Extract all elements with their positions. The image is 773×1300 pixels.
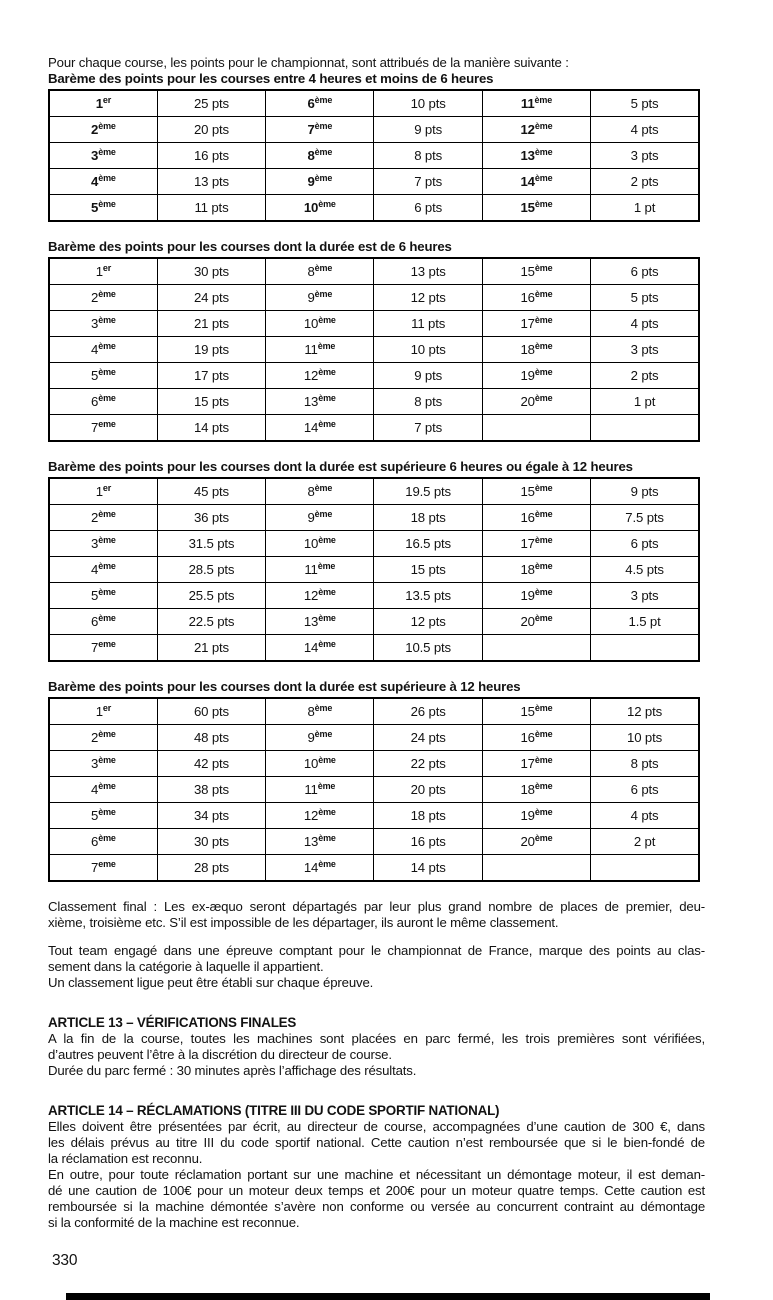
text-line: En outre, pour toute réclamation portant sur une machine et nécessitant un démontage moteur, il est deman- bbox=[48, 1167, 705, 1182]
points-table-6-to-12-hours bbox=[48, 477, 700, 662]
points-cell: 2 pts bbox=[591, 169, 699, 195]
page-content bbox=[48, 55, 705, 1231]
rank-cell: 6ème bbox=[49, 609, 157, 635]
table-row bbox=[49, 777, 699, 803]
rank-cell: 20ème bbox=[482, 829, 590, 855]
rank-cell: 15ème bbox=[482, 478, 590, 505]
points-cell: 9 pts bbox=[374, 117, 482, 143]
rank-cell: 1er bbox=[49, 258, 157, 285]
rank-cell: 10ème bbox=[266, 195, 374, 222]
text-line: sement dans la catégorie à laquelle il appartient. bbox=[48, 959, 324, 974]
points-cell: 2 pt bbox=[591, 829, 699, 855]
empty-cell bbox=[482, 635, 590, 662]
rank-cell: 3ème bbox=[49, 751, 157, 777]
points-cell: 36 pts bbox=[157, 505, 265, 531]
points-cell: 28 pts bbox=[157, 855, 265, 882]
points-section-4 bbox=[48, 679, 705, 882]
points-cell: 6 pts bbox=[591, 531, 699, 557]
text-line: dé une caution de 100€ pour un moteur deux temps et 200€ pour un moteur quatre temps. Cette caution est bbox=[48, 1183, 705, 1198]
text-line: la réclamation est reconnu. bbox=[48, 1151, 203, 1166]
points-cell: 19.5 pts bbox=[374, 478, 482, 505]
points-table-over-12-hours bbox=[48, 697, 700, 882]
points-cell: 1 pt bbox=[591, 195, 699, 222]
points-cell: 6 pts bbox=[591, 777, 699, 803]
points-cell: 21 pts bbox=[157, 311, 265, 337]
points-cell: 20 pts bbox=[374, 777, 482, 803]
points-cell: 10.5 pts bbox=[374, 635, 482, 662]
rank-cell: 3ème bbox=[49, 531, 157, 557]
rank-cell: 9ème bbox=[266, 505, 374, 531]
table-title: Barème des points pour les courses entre 4 heures et moins de 6 heures bbox=[48, 71, 494, 86]
rank-cell: 7eme bbox=[49, 635, 157, 662]
points-cell: 8 pts bbox=[374, 143, 482, 169]
points-cell: 6 pts bbox=[374, 195, 482, 222]
points-cell: 25.5 pts bbox=[157, 583, 265, 609]
page-number: 330 bbox=[52, 1252, 78, 1269]
table-row bbox=[49, 285, 699, 311]
rank-cell: 2ème bbox=[49, 505, 157, 531]
points-cell: 16 pts bbox=[157, 143, 265, 169]
rank-cell: 15ème bbox=[482, 195, 590, 222]
points-cell: 45 pts bbox=[157, 478, 265, 505]
text-line: Tout team engagé dans une épreuve comptant pour le championnat de France, marque des points au clas- bbox=[48, 943, 705, 958]
rank-cell: 9ème bbox=[266, 169, 374, 195]
points-cell: 12 pts bbox=[591, 698, 699, 725]
points-cell: 9 pts bbox=[374, 363, 482, 389]
rank-cell: 12ème bbox=[266, 803, 374, 829]
table-row bbox=[49, 557, 699, 583]
points-cell: 13 pts bbox=[157, 169, 265, 195]
rank-cell: 17ème bbox=[482, 531, 590, 557]
rank-cell: 14ème bbox=[266, 855, 374, 882]
text-line: Classement final : Les ex-æquo seront départagés par leur plus grand nombre de places de premier, deu- bbox=[48, 899, 705, 914]
points-cell: 10 pts bbox=[374, 90, 482, 117]
points-cell: 22.5 pts bbox=[157, 609, 265, 635]
empty-cell bbox=[591, 415, 699, 442]
rank-cell: 2ème bbox=[49, 117, 157, 143]
rank-cell: 5ème bbox=[49, 803, 157, 829]
rank-cell: 9ème bbox=[266, 285, 374, 311]
table-title: Barème des points pour les courses dont la durée est supérieure 6 heures ou égale à 12 heures bbox=[48, 459, 633, 474]
rank-cell: 5ème bbox=[49, 363, 157, 389]
empty-cell bbox=[591, 855, 699, 882]
rank-cell: 17ème bbox=[482, 751, 590, 777]
rank-cell: 16ème bbox=[482, 505, 590, 531]
table-row bbox=[49, 90, 699, 117]
rank-cell: 14ème bbox=[266, 635, 374, 662]
rank-cell: 11ème bbox=[266, 337, 374, 363]
text-line: si la conformité de la machine est reconnue. bbox=[48, 1215, 300, 1230]
points-cell: 19 pts bbox=[157, 337, 265, 363]
table-title: Barème des points pour les courses dont la durée est de 6 heures bbox=[48, 239, 452, 254]
intro-text: Pour chaque course, les points pour le championnat, sont attribués de la manière suivante : bbox=[48, 55, 569, 70]
table-row bbox=[49, 635, 699, 662]
points-cell: 6 pts bbox=[591, 258, 699, 285]
points-cell: 16.5 pts bbox=[374, 531, 482, 557]
points-cell: 9 pts bbox=[591, 478, 699, 505]
points-cell: 15 pts bbox=[157, 389, 265, 415]
points-cell: 4.5 pts bbox=[591, 557, 699, 583]
points-cell: 7.5 pts bbox=[591, 505, 699, 531]
rank-cell: 8ème bbox=[266, 478, 374, 505]
rank-cell: 18ème bbox=[482, 557, 590, 583]
table-row bbox=[49, 531, 699, 557]
rank-cell: 2ème bbox=[49, 725, 157, 751]
points-cell: 17 pts bbox=[157, 363, 265, 389]
points-cell: 10 pts bbox=[591, 725, 699, 751]
points-cell: 4 pts bbox=[591, 117, 699, 143]
points-cell: 25 pts bbox=[157, 90, 265, 117]
points-cell: 30 pts bbox=[157, 258, 265, 285]
points-cell: 26 pts bbox=[374, 698, 482, 725]
rank-cell: 18ème bbox=[482, 777, 590, 803]
empty-cell bbox=[591, 635, 699, 662]
rank-cell: 20ème bbox=[482, 389, 590, 415]
text-line: A la fin de la course, toutes les machines sont placées en parc fermé, les trois premières sont vérifiées, bbox=[48, 1031, 705, 1046]
rank-cell: 15ème bbox=[482, 698, 590, 725]
points-cell: 48 pts bbox=[157, 725, 265, 751]
points-cell: 4 pts bbox=[591, 311, 699, 337]
points-cell: 12 pts bbox=[374, 285, 482, 311]
points-cell: 60 pts bbox=[157, 698, 265, 725]
rank-cell: 3ème bbox=[49, 311, 157, 337]
table-row bbox=[49, 478, 699, 505]
table-row bbox=[49, 389, 699, 415]
points-cell: 31.5 pts bbox=[157, 531, 265, 557]
table-row bbox=[49, 725, 699, 751]
points-cell: 5 pts bbox=[591, 90, 699, 117]
points-cell: 13.5 pts bbox=[374, 583, 482, 609]
points-cell: 24 pts bbox=[157, 285, 265, 311]
points-section-1 bbox=[48, 71, 705, 222]
rank-cell: 6ème bbox=[49, 829, 157, 855]
rank-cell: 11ème bbox=[266, 557, 374, 583]
empty-cell bbox=[482, 415, 590, 442]
points-cell: 3 pts bbox=[591, 143, 699, 169]
text-line: Durée du parc fermé : 30 minutes après l’affichage des résultats. bbox=[48, 1063, 417, 1078]
rank-cell: 8ème bbox=[266, 698, 374, 725]
table-row bbox=[49, 363, 699, 389]
rank-cell: 14ème bbox=[266, 415, 374, 442]
points-cell: 18 pts bbox=[374, 803, 482, 829]
rank-cell: 4ème bbox=[49, 337, 157, 363]
points-cell: 12 pts bbox=[374, 609, 482, 635]
points-cell: 2 pts bbox=[591, 363, 699, 389]
table-row bbox=[49, 311, 699, 337]
rank-cell: 13ème bbox=[482, 143, 590, 169]
points-cell: 5 pts bbox=[591, 285, 699, 311]
points-section-3 bbox=[48, 459, 705, 662]
rank-cell: 2ème bbox=[49, 285, 157, 311]
rank-cell: 10ème bbox=[266, 751, 374, 777]
text-line: les délais prévus au titre III du code sportif national. Cette caution n’est remboursée que si le bien-fondé de bbox=[48, 1135, 705, 1150]
article-13-title: ARTICLE 13 – VÉRIFICATIONS FINALES bbox=[48, 1015, 297, 1030]
rank-cell: 4ème bbox=[49, 777, 157, 803]
rank-cell: 8ème bbox=[266, 258, 374, 285]
table-row bbox=[49, 803, 699, 829]
article-14-title: ARTICLE 14 – RÉCLAMATIONS (TITRE III DU CODE SPORTIF NATIONAL) bbox=[48, 1103, 500, 1118]
table-row bbox=[49, 195, 699, 222]
table-row bbox=[49, 583, 699, 609]
text-line: xième, troisième etc. S’il est impossible de les départager, ils auront le même classement. bbox=[48, 915, 559, 930]
rank-cell: 19ème bbox=[482, 363, 590, 389]
paragraph-team bbox=[48, 943, 705, 991]
points-cell: 14 pts bbox=[374, 855, 482, 882]
points-section-2 bbox=[48, 239, 705, 442]
rank-cell: 8ème bbox=[266, 143, 374, 169]
points-cell: 21 pts bbox=[157, 635, 265, 662]
points-cell: 18 pts bbox=[374, 505, 482, 531]
rank-cell: 16ème bbox=[482, 725, 590, 751]
points-cell: 8 pts bbox=[591, 751, 699, 777]
rank-cell: 12ème bbox=[266, 363, 374, 389]
points-table-6-hours bbox=[48, 257, 700, 442]
rank-cell: 13ème bbox=[266, 829, 374, 855]
rank-cell: 16ème bbox=[482, 285, 590, 311]
rank-cell: 5ème bbox=[49, 583, 157, 609]
rank-cell: 19ème bbox=[482, 583, 590, 609]
rank-cell: 11ème bbox=[482, 90, 590, 117]
table-row bbox=[49, 169, 699, 195]
table-row bbox=[49, 855, 699, 882]
rank-cell: 13ème bbox=[266, 389, 374, 415]
rank-cell: 10ème bbox=[266, 311, 374, 337]
bottom-black-bar bbox=[66, 1293, 710, 1300]
text-line: d’autres peuvent l’être à la discrétion du directeur de course. bbox=[48, 1047, 392, 1062]
table-row bbox=[49, 505, 699, 531]
points-cell: 34 pts bbox=[157, 803, 265, 829]
rank-cell: 14ème bbox=[482, 169, 590, 195]
rank-cell: 6ème bbox=[49, 389, 157, 415]
points-cell: 3 pts bbox=[591, 337, 699, 363]
points-cell: 4 pts bbox=[591, 803, 699, 829]
points-cell: 1.5 pt bbox=[591, 609, 699, 635]
article-14-body bbox=[48, 1119, 705, 1231]
text-line: Un classement ligue peut être établi sur chaque épreuve. bbox=[48, 975, 374, 990]
points-cell: 14 pts bbox=[157, 415, 265, 442]
points-cell: 11 pts bbox=[157, 195, 265, 222]
rank-cell: 4ème bbox=[49, 169, 157, 195]
rank-cell: 5ème bbox=[49, 195, 157, 222]
rank-cell: 7eme bbox=[49, 415, 157, 442]
rank-cell: 1er bbox=[49, 698, 157, 725]
points-cell: 11 pts bbox=[374, 311, 482, 337]
rank-cell: 11ème bbox=[266, 777, 374, 803]
points-cell: 38 pts bbox=[157, 777, 265, 803]
points-cell: 28.5 pts bbox=[157, 557, 265, 583]
rank-cell: 17ème bbox=[482, 311, 590, 337]
points-cell: 7 pts bbox=[374, 169, 482, 195]
rank-cell: 7eme bbox=[49, 855, 157, 882]
rank-cell: 20ème bbox=[482, 609, 590, 635]
article-13-body bbox=[48, 1031, 705, 1079]
text-line: Elles doivent être présentées par écrit, au directeur de course, accompagnées d’une caution de 300 €, dans bbox=[48, 1119, 705, 1134]
points-cell: 16 pts bbox=[374, 829, 482, 855]
rank-cell: 4ème bbox=[49, 557, 157, 583]
rank-cell: 1er bbox=[49, 90, 157, 117]
table-row bbox=[49, 143, 699, 169]
rank-cell: 18ème bbox=[482, 337, 590, 363]
article-14 bbox=[48, 1103, 705, 1231]
points-cell: 3 pts bbox=[591, 583, 699, 609]
rank-cell: 12ème bbox=[266, 583, 374, 609]
rank-cell: 9ème bbox=[266, 725, 374, 751]
points-cell: 1 pt bbox=[591, 389, 699, 415]
rank-cell: 15ème bbox=[482, 258, 590, 285]
paragraph-classement-final bbox=[48, 899, 705, 931]
points-table-4-to-6-hours bbox=[48, 89, 700, 222]
points-cell: 20 pts bbox=[157, 117, 265, 143]
table-row bbox=[49, 609, 699, 635]
rank-cell: 10ème bbox=[266, 531, 374, 557]
points-cell: 22 pts bbox=[374, 751, 482, 777]
points-cell: 15 pts bbox=[374, 557, 482, 583]
table-row bbox=[49, 698, 699, 725]
rank-cell: 6ème bbox=[266, 90, 374, 117]
text-line: remboursée si la machine démontée s’avère non conforme ou versée au concurrent contraint au démontage bbox=[48, 1199, 705, 1214]
rank-cell: 3ème bbox=[49, 143, 157, 169]
points-cell: 13 pts bbox=[374, 258, 482, 285]
table-row bbox=[49, 117, 699, 143]
points-cell: 24 pts bbox=[374, 725, 482, 751]
table-row bbox=[49, 337, 699, 363]
points-cell: 10 pts bbox=[374, 337, 482, 363]
points-cell: 30 pts bbox=[157, 829, 265, 855]
rank-cell: 1er bbox=[49, 478, 157, 505]
rank-cell: 12ème bbox=[482, 117, 590, 143]
points-cell: 42 pts bbox=[157, 751, 265, 777]
table-row bbox=[49, 829, 699, 855]
table-row bbox=[49, 751, 699, 777]
rank-cell: 19ème bbox=[482, 803, 590, 829]
empty-cell bbox=[482, 855, 590, 882]
points-cell: 7 pts bbox=[374, 415, 482, 442]
rank-cell: 13ème bbox=[266, 609, 374, 635]
table-title: Barème des points pour les courses dont la durée est supérieure à 12 heures bbox=[48, 679, 521, 694]
table-row bbox=[49, 415, 699, 442]
article-13 bbox=[48, 1015, 705, 1079]
rank-cell: 7ème bbox=[266, 117, 374, 143]
points-cell: 8 pts bbox=[374, 389, 482, 415]
table-row bbox=[49, 258, 699, 285]
